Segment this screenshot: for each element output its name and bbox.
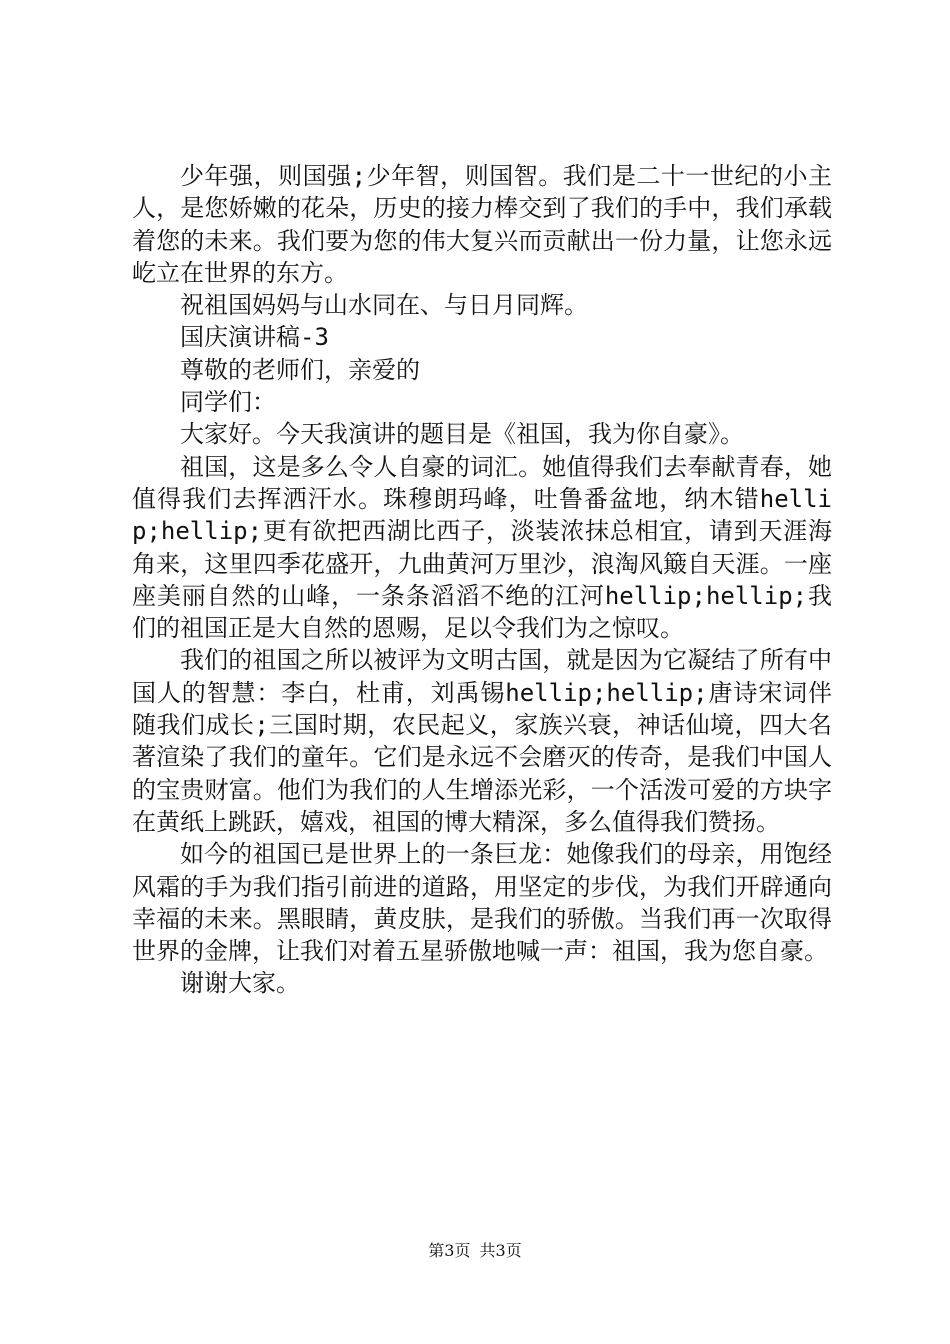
paragraph-dragon: 如今的祖国已是世界上的一条巨龙：她像我们的母亲，用饱经风霜的手为我们指引前进的道路，用坚定的步伐，为我们开辟通向幸福的未来。黑眼睛，黄皮肤，是我们的骄傲。当我们再一次取得世界的金牌，让我们对着五星骄傲地喊一声：祖国，我为您自豪。 [132,840,832,966]
paragraph-greeting: 大家好。今天我演讲的题目是《祖国，我为你自豪》。 [180,420,744,449]
paragraph-thanks: 谢谢大家。 [180,969,300,998]
salutation-teachers: 尊敬的老师们，亲爱的 [180,355,420,384]
paragraph-youth: 少年强，则国强;少年智，则国智。我们是二十一世纪的小主人，是您娇嫩的花朵，历史的接力棒交到了我们的手中，我们承载着您的未来。我们要为您的伟大复兴而贡献出一份力量，让您永远屹立在世界的东方。 [132,162,832,287]
salutation-students: 同学们： [180,388,276,417]
paragraph-culture: 我们的祖国之所以被评为文明古国，就是因为它凝结了所有中国人的智慧：李白，杜甫，刘禹锡hellip;hellip;唐诗宋词伴随我们成长;三国时期，农民起义，家族兴衰，神话仙境，四大名著渲染了我们的童年。它们是永远不会磨灭的传奇，是我们中国人的宝贵财富。他们为我们的人生增添光彩，一个活泼可爱的方块字在黄纸上跳跃，嬉戏，祖国的博大精深，多么值得我们赞扬。 [132,646,832,836]
paragraph-blessing: 祝祖国妈妈与山水同在、与日月同辉。 [180,291,588,320]
document-body [132,160,832,1000]
paragraph-nature: 祖国，这是多么令人自豪的词汇。她值得我们去奉献青春，她值得我们去挥洒汗水。珠穆朗玛峰，吐鲁番盆地，纳木错hellip;hellip;更有欲把西湖比西子，淡装浓抹总相宜，请到天涯海角来，这里四季花盛开，九曲黄河万里沙，浪淘风簸自天涯。一座座美丽自然的山峰，一条条滔滔不绝的江河hellip;hellip;我们的祖国正是大自然的恩赐，足以令我们为之惊叹。 [132,452,832,643]
page-footer: 第3页 共3页 [428,1241,522,1260]
speech-title: 国庆演讲稿-3 [180,323,329,352]
